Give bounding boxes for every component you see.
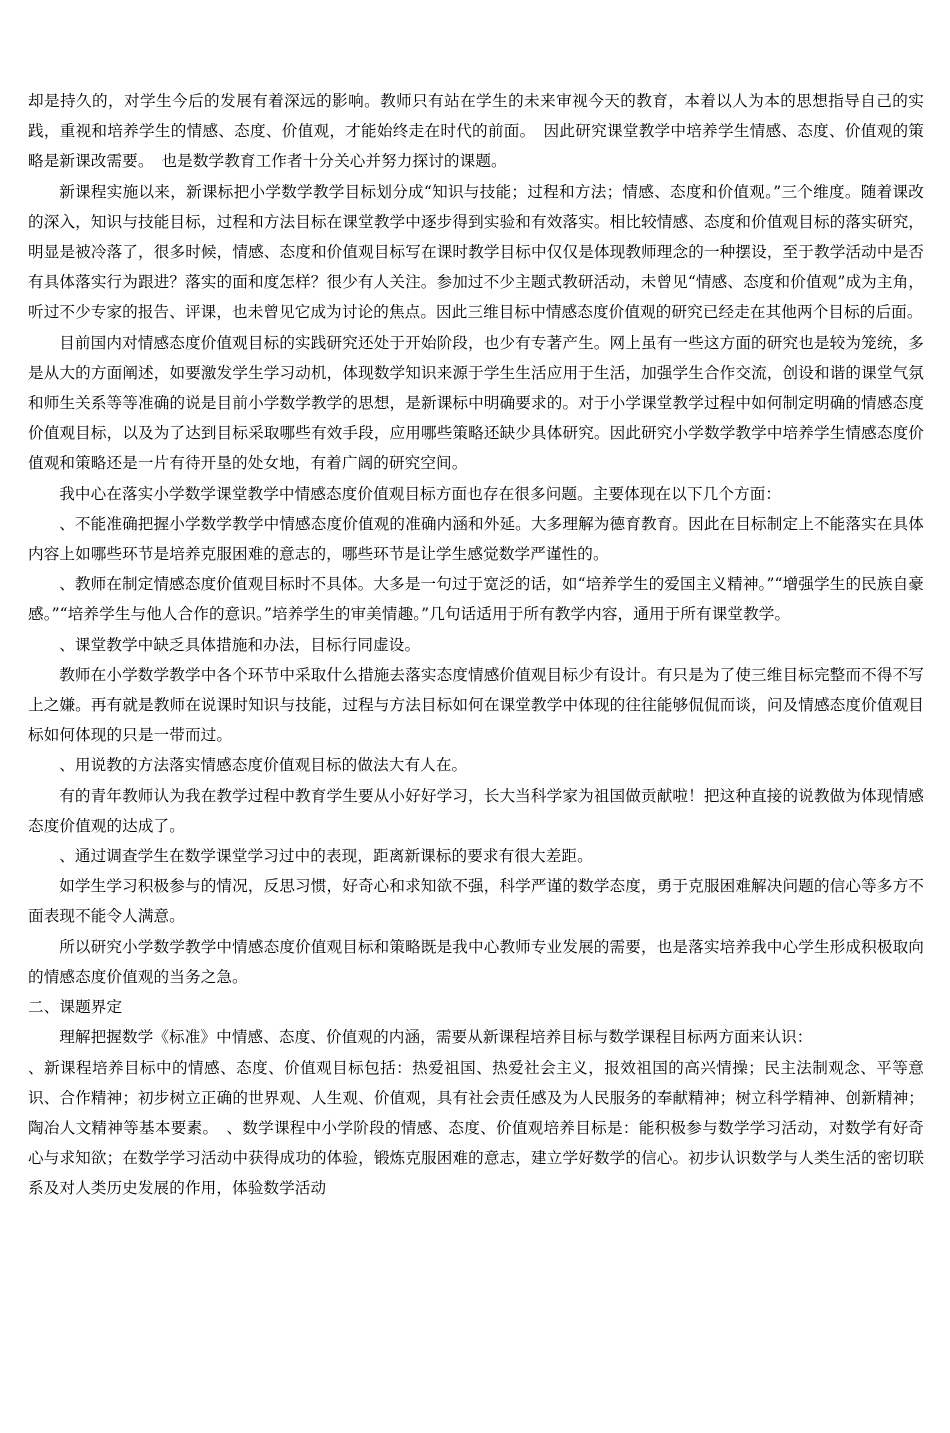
paragraph-2: 新课程实施以来，新课标把小学数学教学目标划分成“知识与技能；过程和方法；情感、态度和价值观。”三个维度。随着课改的深入，知识与技能目标，过程和方法目标在课堂教学中逐步得到实验和有效落实。相比较情感、态度和价值观目标的落实研究，明显是被冷落了，很多时候，情感、态度和价值观目标写在课时教学目标中仅仅是体现教师理念的一种摆设，至于教学活动中是否有具体落实行为跟进？落实的面和度怎样？很少有人关注。参加过不少主题式教研活动，未曾见“情感、态度和价值观”成为主角，听过不少专家的报告、评课，也未曾见它成为讨论的焦点。因此三维目标中情感态度价值观的研究已经走在其他两个目标的后面。 <box>28 182 924 322</box>
list-item-problem-1: 、不能准确把握小学数学教学中情感态度价值观的准确内涵和外延。大多理解为德育教育。因此在目标制定上不能落实在具体内容上如哪些环节是培养克服困难的意志的，哪些环节是让学生感觉数学严谨性的。 <box>28 514 924 564</box>
paragraph-5: 教师在小学数学教学中各个环节中采取什么措施去落实态度情感价值观目标少有设计。有只是为了使三维目标完整而不得不写上之嫌。再有就是教师在说课时知识与技能，过程与方法目标如何在课堂教学中体现的往往能够侃侃而谈，问及情感态度价值观目标如何体现的只是一带而过。 <box>28 665 924 745</box>
paragraph-8: 所以研究小学数学教学中情感态度价值观目标和策略既是我中心教师专业发展的需要，也是落实培养我中心学生形成积极取向的情感态度价值观的当务之急。 <box>28 937 924 986</box>
list-item-problem-4: 、用说教的方法落实情感态度价值观目标的做法大有人在。 <box>59 756 468 775</box>
list-item-problem-2: 、教师在制定情感态度价值观目标时不具体。大多是一句过于宽泛的话，如“培养学生的爱国主义精神。”“增强学生的民族自豪感。”“培养学生与他人合作的意识。”培养学生的审美情趣。”几句话适用于所有教学内容，通用于所有课堂教学。 <box>28 575 924 624</box>
paragraph-3: 目前国内对情感态度价值观目标的实践研究还处于开始阶段，也少有专著产生。网上虽有一些这方面的研究也是较为笼统，多是从大的方面阐述，如要激发学生学习动机，体现数学知识来源于学生生活应用于生活，加强学生合作交流，创设和谐的课堂气氛和师生关系等等准确的说是目前小学数学教学的思想，是新课标中明确要求的。对于小学课堂教学过程中如何制定明确的情感态度价值观目标，以及为了达到目标采取哪些有效手段，应用哪些策略还缺少具体研究。因此研究小学数学教学中培养学生情感态度价值观和策略还是一片有待开垦的处女地，有着广阔的研究空间。 <box>28 333 924 473</box>
paragraph-9: 理解把握数学《标准》中情感、态度、价值观的内涵，需要从新课程培养目标与数学课程目标两方面来认识： <box>59 1028 813 1047</box>
paragraph-7: 如学生学习积极参与的情况，反思习惯，好奇心和求知欲不强，科学严谨的数学态度，勇于克服困难解决问题的信心等多方不面表现不能令人满意。 <box>28 877 924 926</box>
document-page <box>28 86 924 1204</box>
paragraph-1: 却是持久的，对学生今后的发展有着深远的影响。教师只有站在学生的未来审视今天的教育，本着以人为本的思想指导自己的实践，重视和培养学生的情感、态度、价值观，才能始终走在时代的前面。 因此研究课堂教学中培养学生情感、态度、价值观的策略是新课改需要。 也是数学教育工作者十分关心并努力探讨的课题。 <box>28 92 924 171</box>
list-item-problem-5: 、通过调查学生在数学课堂学习过中的表现，距离新课标的要求有很大差距。 <box>59 847 593 866</box>
paragraph-4: 我中心在落实小学数学课堂教学中情感态度价值观目标方面也存在很多问题。主要体现在以下几个方面： <box>59 484 782 503</box>
paragraph-10: 、新课程培养目标中的情感、态度、价值观目标包括：热爱祖国、热爱社会主义，报效祖国的高兴情操；民主法制观念、平等意识、合作精神；初步树立正确的世界观、人生观、价值观，具有社会责任感及为人民服务的奉献精神；树立科学精神、创新精神；陶冶人文精神等基本要素。 、数学课程中小学阶段的情感、态度、价值观培养目标是：能积极参与数学学习活动，对数学有好奇心与求知欲；在数学学习活动中获得成功的体验，锻炼克服困难的意志，建立学好数学的信心。初步认识数学与人类生活的密切联系及对人类历史发展的作用，体验数学活动 <box>28 1058 924 1198</box>
list-item-problem-3: 、课堂教学中缺乏具体措施和办法，目标行同虚设。 <box>59 635 421 654</box>
paragraph-6: 有的青年教师认为我在教学过程中教育学生要从小好好学习，长大当科学家为祖国做贡献啦！把这种直接的说教做为体现情感态度价值观的达成了。 <box>28 786 924 835</box>
section-heading: 二、课题界定 <box>28 998 123 1017</box>
